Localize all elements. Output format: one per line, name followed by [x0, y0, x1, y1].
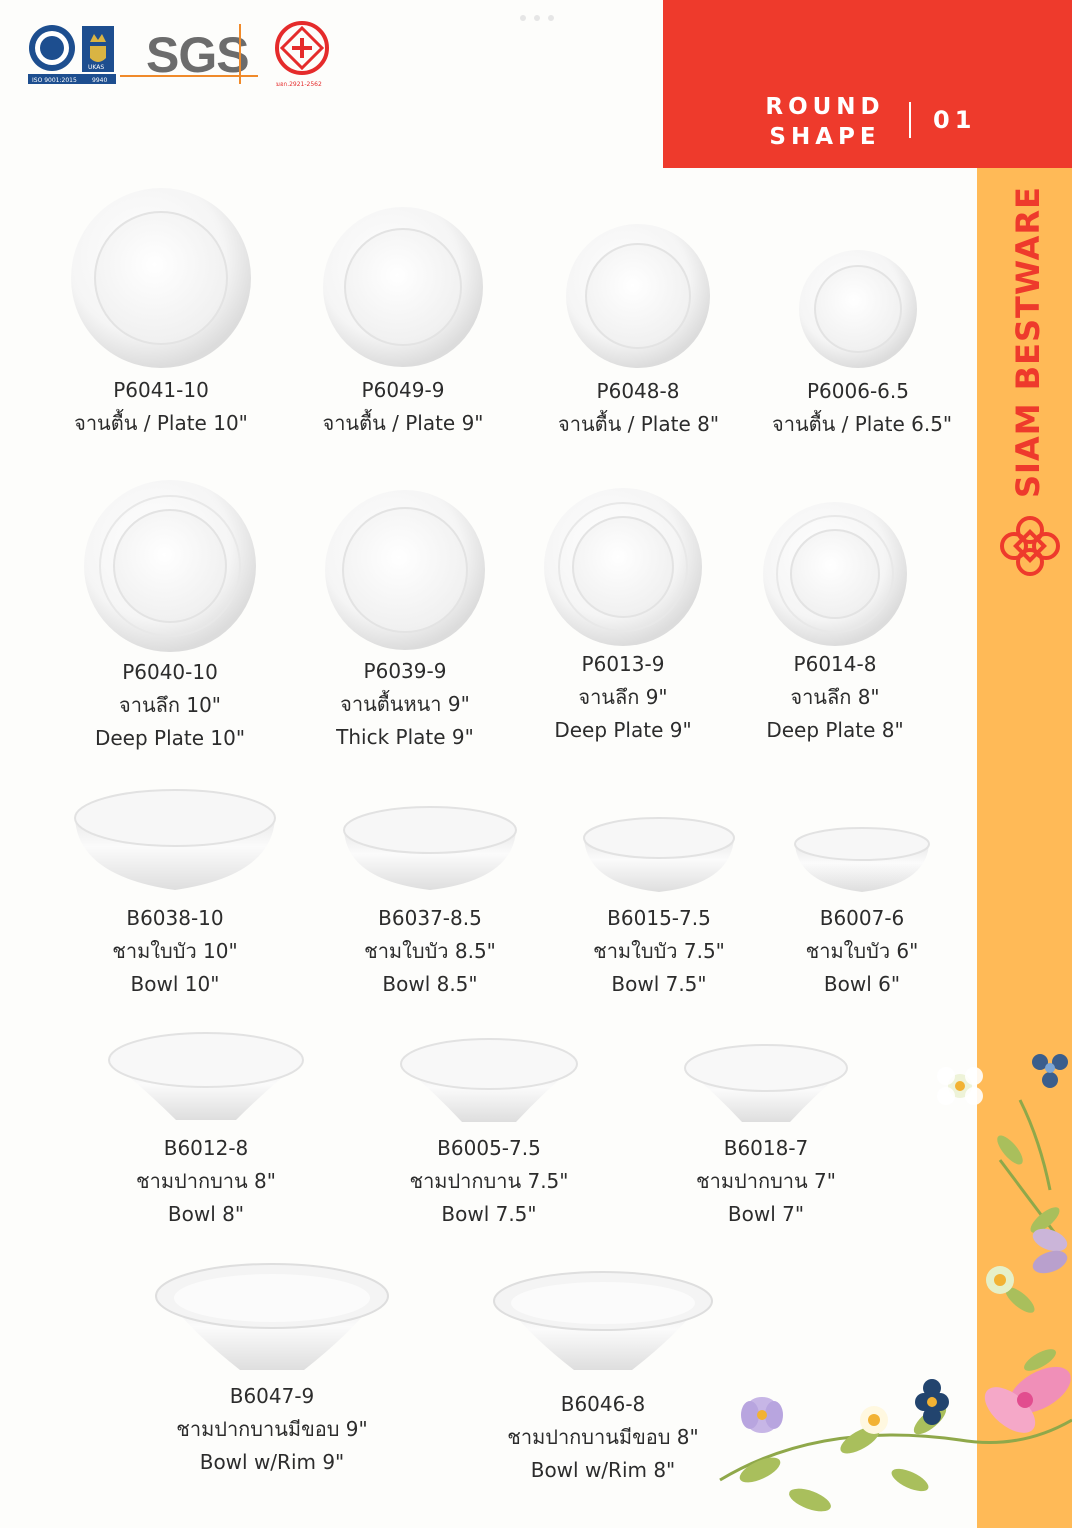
- bowl-image: [341, 804, 519, 892]
- product-desc-en: Thick Plate 9": [336, 725, 474, 749]
- iso-text: ISO 9001:2015: [32, 77, 77, 84]
- product-b6005: [396, 1036, 582, 1231]
- product-desc-th: ชามใบบัว 7.5": [593, 939, 725, 963]
- product-desc-en: Deep Plate 10": [94, 726, 246, 750]
- product-b6007: [790, 826, 934, 1001]
- page-number: 01: [933, 106, 977, 134]
- product-p6039: [320, 488, 490, 754]
- plate-image: [797, 248, 919, 370]
- flower-lilac-icon: [741, 1397, 783, 1433]
- product-desc: จานตื้น / Plate 6.5": [772, 412, 953, 436]
- brand-knot-icon: [994, 510, 1066, 582]
- plate-image: [564, 222, 712, 370]
- product-code: B6007-6: [819, 906, 905, 930]
- product-code: B6047-9: [229, 1384, 315, 1408]
- product-desc-th: จานลึก 9": [578, 685, 668, 709]
- product-b6047: [152, 1262, 392, 1479]
- flared-bowl-image: [682, 1042, 850, 1126]
- product-desc-th: ชามปากบานมีขอบ 8": [507, 1425, 699, 1449]
- product-desc-th: จานตื้นหนา 9": [340, 692, 470, 716]
- decorative-dots: [519, 14, 555, 22]
- product-desc: จานตื้น / Plate 9": [322, 411, 484, 435]
- product-b6038: [70, 788, 280, 1001]
- product-code: B6046-8: [560, 1392, 646, 1416]
- product-desc-en: Bowl w/Rim 8": [530, 1458, 676, 1482]
- product-code: P6048-8: [596, 379, 680, 403]
- product-desc-th: ชามปากบาน 8": [136, 1169, 276, 1193]
- product-p6041: [66, 186, 256, 440]
- product-code: P6006-6.5: [807, 379, 909, 403]
- bowl-image: [72, 788, 278, 892]
- deep-plate-image: [761, 500, 909, 648]
- brand-name: SIAM BESTWARE: [1009, 186, 1047, 498]
- product-desc-en: Bowl 7": [727, 1202, 805, 1226]
- thick-plate-image: [323, 488, 487, 652]
- product-code: P6049-9: [361, 378, 445, 402]
- product-code: P6014-8: [793, 652, 877, 676]
- product-p6048: [558, 222, 718, 441]
- tis-text: มอก.2921-2562: [276, 81, 322, 88]
- product-desc-th: ชามใบบัว 6": [805, 939, 919, 963]
- product-code: B6015-7.5: [607, 906, 711, 930]
- product-code: P6040-10: [122, 660, 218, 684]
- product-desc-en: Bowl 8": [167, 1202, 245, 1226]
- product-desc-th: ชามปากบานมีขอบ 9": [176, 1417, 368, 1441]
- header-divider: [909, 102, 911, 138]
- product-desc-th: ชามปากบาน 7": [696, 1169, 836, 1193]
- product-code: B6005-7.5: [437, 1136, 541, 1160]
- product-desc-en: Bowl 6": [823, 972, 901, 996]
- ukas-text: UKAS: [88, 64, 105, 71]
- bowl-image: [581, 816, 737, 894]
- product-desc-en: Bowl 10": [130, 972, 220, 996]
- product-code: P6039-9: [363, 659, 447, 683]
- product-desc-en: Bowl 7.5": [441, 1202, 537, 1226]
- flared-bowl-image: [106, 1030, 306, 1126]
- product-b6046: [490, 1270, 716, 1487]
- product-desc-th: ชามปากบาน 7.5": [409, 1169, 569, 1193]
- flared-bowl-image: [398, 1036, 580, 1126]
- product-desc-en: Deep Plate 8": [766, 718, 904, 742]
- product-desc: จานตื้น / Plate 8": [558, 412, 720, 436]
- product-p6040: [80, 478, 260, 755]
- ukas-crown-icon: [82, 26, 114, 72]
- product-code: B6012-8: [163, 1136, 249, 1160]
- product-p6014: [760, 500, 910, 747]
- product-p6013: [540, 486, 706, 747]
- product-b6018: [680, 1042, 852, 1231]
- shape-title: [740, 92, 910, 152]
- certification-logos: [26, 18, 336, 90]
- product-desc-th: จานลึก 8": [790, 685, 880, 709]
- product-b6037: [340, 804, 520, 1001]
- product-desc-th: ชามใบบัว 8.5": [364, 939, 496, 963]
- product-desc-th: ชามใบบัว 10": [112, 939, 238, 963]
- sgs-text: SGS: [146, 27, 249, 83]
- tis-logo-icon: [276, 23, 327, 88]
- shape-title-line1: ROUND: [765, 94, 885, 120]
- rimmed-bowl-image: [492, 1270, 714, 1374]
- product-p6006: [772, 248, 953, 441]
- product-desc-th: จานลึก 10": [119, 693, 221, 717]
- shape-title-line2: SHAPE: [769, 124, 881, 150]
- product-code: P6041-10: [113, 378, 209, 402]
- product-code: B6038-10: [126, 906, 224, 930]
- flower-navy-icon: [915, 1379, 949, 1425]
- product-desc-en: Bowl 8.5": [382, 972, 478, 996]
- rimmed-bowl-image: [154, 1262, 390, 1374]
- product-desc-en: Deep Plate 9": [554, 718, 692, 742]
- plate-image: [69, 186, 253, 370]
- plate-image: [321, 205, 485, 369]
- product-b6012: [104, 1030, 308, 1231]
- product-p6049: [313, 205, 493, 440]
- product-code: B6018-7: [723, 1136, 809, 1160]
- product-desc: จานตื้น / Plate 10": [74, 411, 248, 435]
- product-code: B6037-8.5: [378, 906, 482, 930]
- bowl-image: [792, 826, 932, 894]
- product-code: P6013-9: [581, 652, 665, 676]
- product-desc-en: Bowl 7.5": [611, 972, 707, 996]
- sgs-logo-icon: [120, 24, 258, 84]
- deep-plate-image: [542, 486, 704, 648]
- deep-plate-image: [82, 478, 258, 654]
- product-desc-en: Bowl w/Rim 9": [199, 1450, 345, 1474]
- product-b6015: [580, 816, 738, 1001]
- ukas-code: 9940: [92, 77, 108, 84]
